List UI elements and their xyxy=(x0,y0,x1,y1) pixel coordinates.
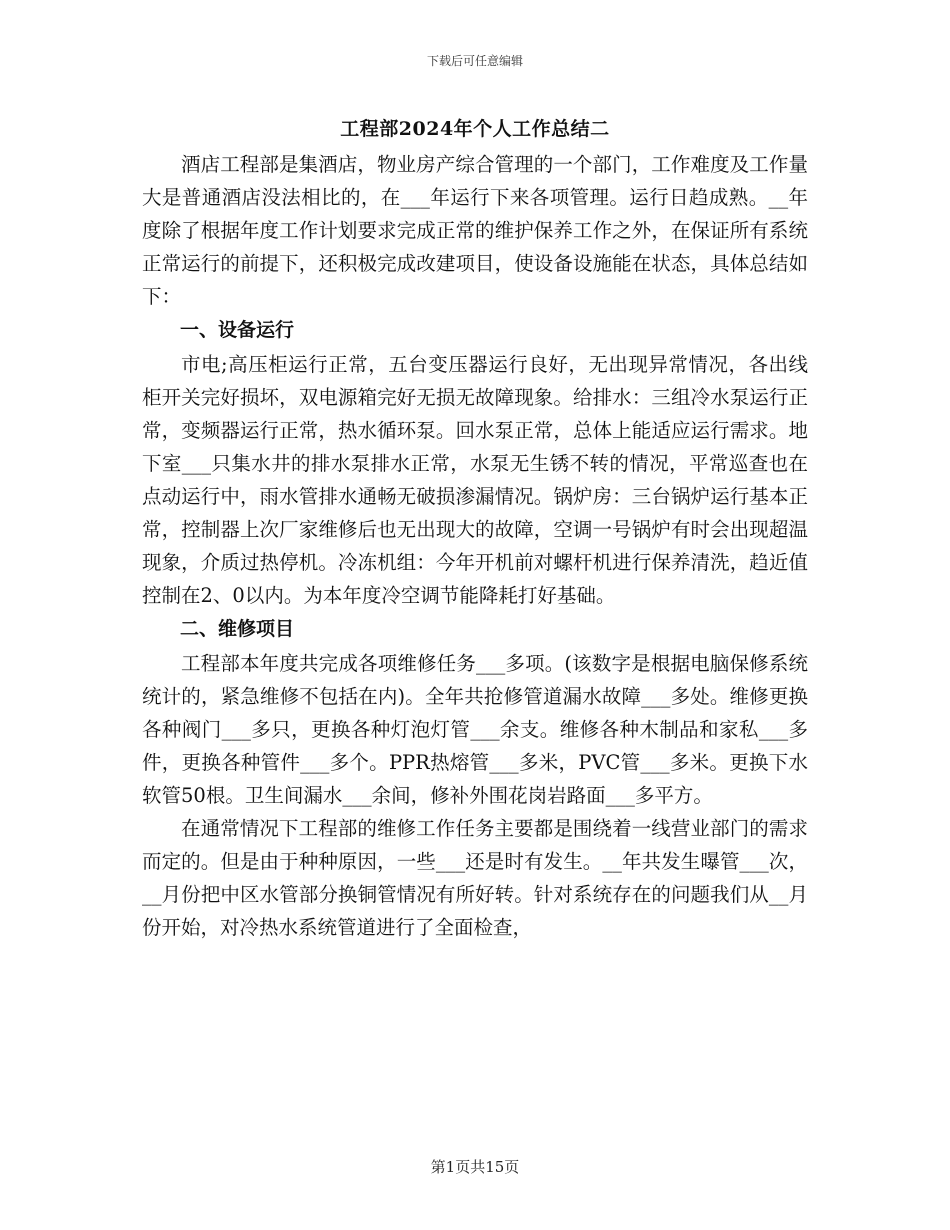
header-note: 下载后可任意编辑 xyxy=(426,54,523,68)
section-heading-equipment: 一、设备运行 xyxy=(180,319,295,341)
document-title: 工程部2024年个人工作总结二 xyxy=(340,118,610,140)
equipment-paragraph: 市电;高压柜运行正常，五台变压器运行良好，无出现异常情况，各出线柜开关完好损坏，双电源箱完好无损无故障现象。给排水：三组冷水泵运行正常，变频器运行正常，热水循环泵。回水泵正常，总体上能适应运行需求。地下室___只集水井的排水泵排水正常，水泵无生锈不转的情况，平常巡查也在点动运行中，雨水管排水通畅无破损渗漏情况。锅炉房：三台锅炉运行基本正常，控制器上次厂家维修后也无出现大的故障，空调一号锅炉有时会出现超温现象，介质过热停机。冷冻机组：今年开机前对螺杆机进行保养清洗，趋近值控制在2、0以内。为本年度冷空调节能降耗打好基础。 xyxy=(142,353,808,607)
document-body xyxy=(142,148,808,944)
page-number: 第1页共15页 xyxy=(430,1158,520,1176)
maintenance-paragraph-1: 工程部本年度共完成各项维修任务___多项。(该数字是根据电脑保修系统统计的，紧急维修不包括在内)。全年共抢修管道漏水故障___多处。维修更换各种阀门___多只，更换各种灯泡灯管___余支。维修各种木制品和家私___多件，更换各种管件___多个。PPR热熔管___多米，PVC管___多米。更换下水软管50根。卫生间漏水___余间，修补外围花岗岩路面___多平方。 xyxy=(142,652,808,807)
maintenance-paragraph-2: 在通常情况下工程部的维修工作任务主要都是围绕着一线营业部门的需求而定的。但是由于种种原因，一些___还是时有发生。__年共发生曝管___次，__月份把中区水管部分换铜管情况有所好转。针对系统存在的问题我们从__月份开始，对冷热水系统管道进行了全面检查， xyxy=(142,817,808,939)
section-heading-maintenance: 二、维修项目 xyxy=(180,618,295,640)
intro-paragraph: 酒店工程部是集酒店，物业房产综合管理的一个部门，工作难度及工作量大是普通酒店没法相比的，在___年运行下来各项管理。运行日趋成熟。__年度除了根据年度工作计划要求完成正常的维护保养工作之外，在保证所有系统正常运行的前提下，还积极完成改建项目，使设备设施能在状态，具体总结如下： xyxy=(142,153,808,308)
